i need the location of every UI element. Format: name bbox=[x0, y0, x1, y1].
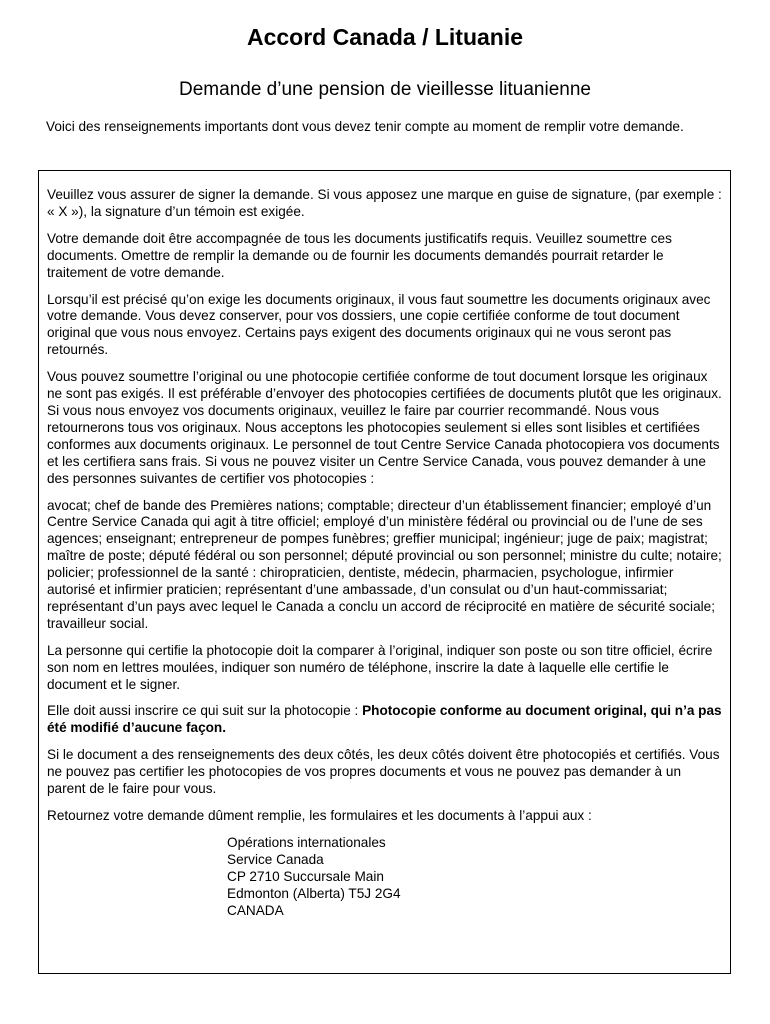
address-line: Edmonton (Alberta) T5J 2G4 bbox=[227, 885, 401, 901]
instructions-box bbox=[38, 170, 731, 974]
certify-bold-text: Photocopie conforme au document original, qui n’a pas été modifié d’aucune façon. bbox=[47, 703, 722, 736]
originals-paragraph: Lorsqu’il est précisé qu’on exige les documents originaux, il vous faut soumettre les documents originaux avec votre demande. Vous devez conserver, pour vos dossiers, une copie certifiée conforme de tout document original que vous nous envoyez. Certains pays exigent des documents originaux qui ne vous seront pas retournés. bbox=[47, 291, 711, 358]
mailing-address bbox=[227, 835, 722, 920]
certifier-duties-paragraph: La personne qui certifie la photocopie doit la comparer à l’original, indiquer son poste ou son titre officiel, écrire son nom en lettres moulées, indiquer son numéro de téléphone, inscrire la date à laquelle elle certifie le document et le signer. bbox=[47, 642, 713, 692]
address-line: CANADA bbox=[227, 902, 284, 918]
certify-prefix: Elle doit aussi inscrire ce qui suit sur la photocopie : bbox=[47, 703, 363, 719]
page-subtitle: Demande d’une pension de vieillesse lituanienne bbox=[179, 79, 591, 100]
documents-paragraph: Votre demande doit être accompagnée de tous les documents justificatifs requis. Veuillez soumettre ces documents. Omettre de remplir la demande ou de fournir les documents demandés pourrait retarder le traitement de votre demande. bbox=[47, 230, 672, 280]
two-sides-paragraph: Si le document a des renseignements des deux côtés, les deux côtés doivent être photocopiés et certifiés. Vous ne pouvez pas certifier les photocopies de vos propres documents et vous ne pouvez pas demander à un parent de le faire pour vous. bbox=[47, 747, 720, 797]
signature-paragraph: Veuillez vous assurer de signer la demande. Si vous apposez une marque en guise de signature, (par exemple : « X »), la signature d’un témoin est exigée. bbox=[47, 187, 722, 219]
certify-statement-paragraph bbox=[47, 703, 722, 737]
address-line: Service Canada bbox=[227, 851, 324, 867]
photocopies-paragraph: Vous pouvez soumettre l’original ou une photocopie certifiée conforme de tout document lorsque les originaux ne sont pas exigés. Il est préférable d’envoyer des photocopies certifiées de documents plutôt que les originaux. Si vous nous envoyez vos documents originaux, veuillez le faire par courrier recommandé. Nous vous retournerons tous vos originaux. Nous acceptons les photocopies seulement si elles sont lisibles et certifiées conformes aux documents originaux. Le personnel de tout Centre Service Canada photocopiera vos documents et les certifiera sans frais. Si vous ne pouvez visiter un Centre Service Canada, vous pouvez demander à une des personnes suivantes de certifier vos photocopies : bbox=[47, 369, 722, 486]
address-line: CP 2710 Succursale Main bbox=[227, 868, 384, 884]
certifiers-list-paragraph: avocat; chef de bande des Premières nations; comptable; directeur d’un établissement financier; employé d’un Centre Service Canada qui agit à titre officiel; employé d’un ministère fédéral ou provincial ou de l’une de ses agences; enseignant; entrepreneur de pompes funèbres; greffier municipal; ingénieur; juge de paix; magistrat; maître de poste; député fédéral ou son personnel; député provincial ou son personnel; ministre du culte; notaire; policier; professionnel de la santé : chiropraticien, dentiste, médecin, pharmacien, psychologue, infirmier autorisé et infirmier praticien; représentant d’une ambassade, d’un consulat ou d’un haut-commissariat; représentant d’un pays avec lequel le Canada a conclu un accord de réciprocité en matière de sécurité sociale; travailleur social. bbox=[47, 497, 722, 631]
page-title: Accord Canada / Lituanie bbox=[246, 24, 524, 50]
address-line: Opérations internationales bbox=[227, 834, 386, 850]
intro-text: Voici des renseignements importants dont vous devez tenir compte au moment de remplir votre demande. bbox=[46, 119, 684, 134]
return-paragraph: Retournez votre demande dûment remplie, les formulaires et les documents à l’appui aux : bbox=[47, 808, 592, 823]
